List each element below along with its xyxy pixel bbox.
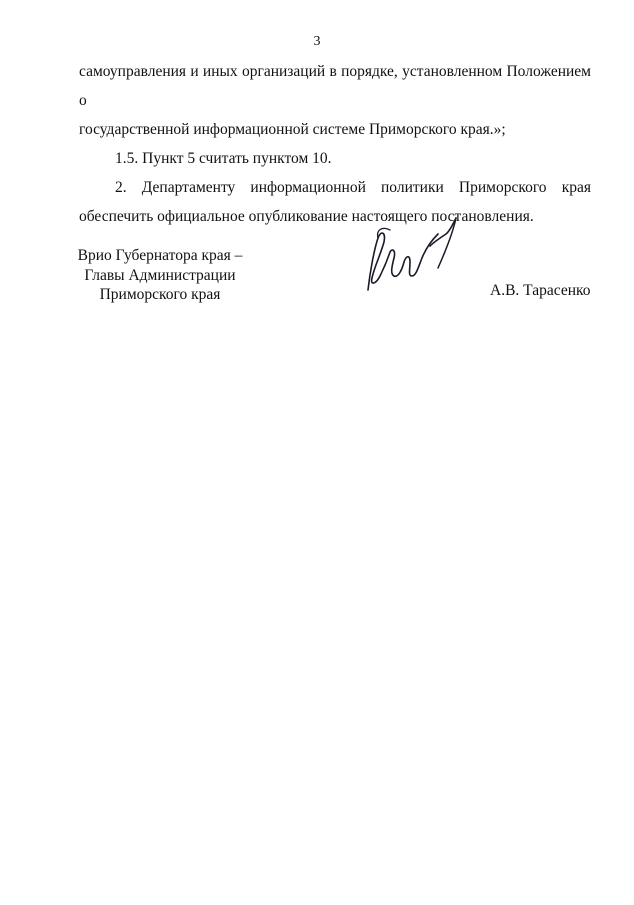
- signer-name: А.В. Тарасенко: [490, 282, 591, 299]
- signer-position-line-2: Главы Администрации: [84, 266, 236, 284]
- signer-position: [62, 246, 258, 305]
- signer-position-line-3: Приморского края: [99, 286, 221, 303]
- paragraph-1-line-1: самоуправления и иных организаций в порядке, установленном Положением о: [79, 63, 591, 109]
- paragraph-1-line-2: государственной информационной системе Приморского края.»;: [79, 121, 506, 138]
- signer-position-line-1: Врио Губернатора края –: [77, 247, 243, 264]
- paragraph-2: 1.5. Пункт 5 считать пунктом 10.: [115, 150, 332, 167]
- document-body: [79, 57, 591, 231]
- paragraph-3-line-2: обеспечить официальное опубликование настоящего постановления.: [79, 208, 534, 225]
- page-number: 3: [313, 34, 321, 49]
- handwritten-signature: [360, 212, 460, 298]
- paragraph-3-line-1: 2. Департаменту информационной политики Приморского края: [115, 179, 591, 196]
